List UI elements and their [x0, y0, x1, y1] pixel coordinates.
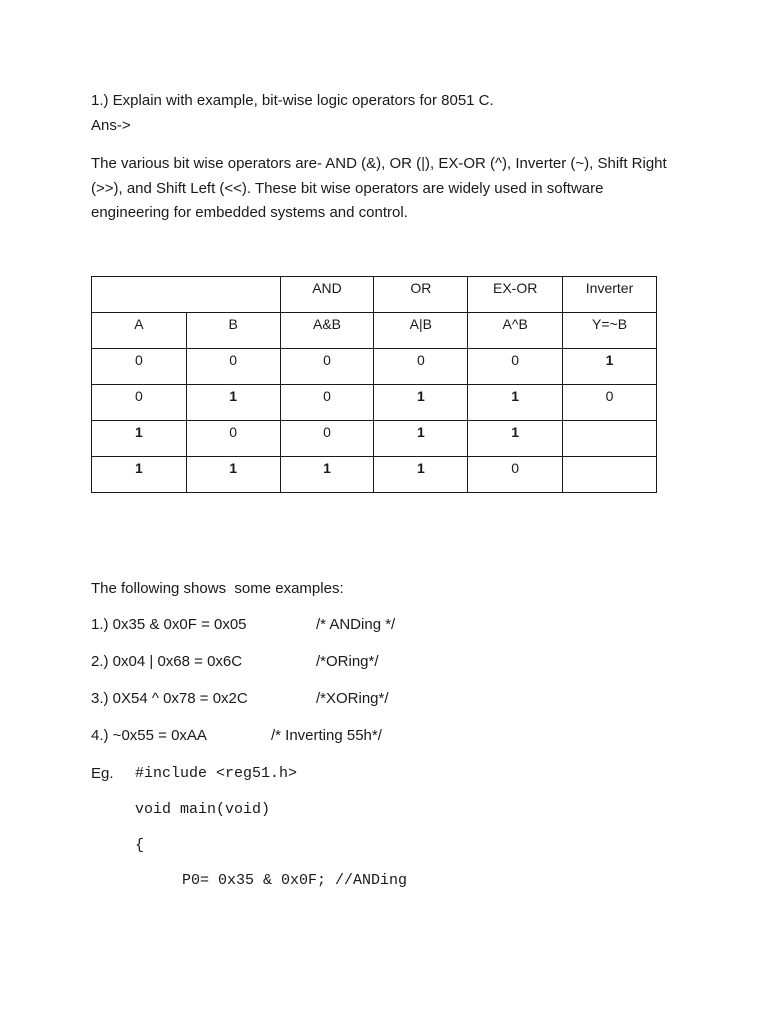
example-number: 2.) [91, 653, 109, 670]
table-cell: 0 [186, 421, 280, 457]
table-row [92, 385, 657, 421]
table-cell: 1 [92, 457, 187, 493]
example-expression: ~0x55 = 0xAA [108, 727, 207, 744]
table-cell: 1 [186, 457, 280, 493]
code-line: #include <reg51.h> [135, 765, 298, 782]
table-cell: 0 [280, 385, 374, 421]
example-comment: /* Inverting 55h*/ [271, 727, 382, 744]
table-cell: 0 [468, 349, 563, 385]
example-line [91, 653, 242, 670]
table-cell: 0 [280, 421, 374, 457]
example-number: 3.) [91, 690, 109, 707]
table-cell: 0 [280, 349, 374, 385]
table-cell: Y=~B [563, 313, 657, 349]
table-cell: 0 [468, 457, 563, 493]
example-expression: 0X54 ^ 0x78 = 0x2C [108, 690, 248, 707]
intro-paragraph: The various bit wise operators are- AND (&), OR (|), EX-OR (^), Inverter (~), Shift Right (>>), and Shift Left (<<). These bit wise operators are widely used in software engineering for embedded systems and control. [91, 155, 667, 221]
example-expression: 0x35 & 0x0F = 0x05 [108, 616, 247, 633]
table-cell: A [92, 313, 187, 349]
table-row [92, 349, 657, 385]
table-header-row [92, 277, 657, 313]
table-cell: 0 [374, 349, 468, 385]
eg-label: Eg. [91, 765, 114, 782]
table-cell [563, 457, 657, 493]
table-row [92, 457, 657, 493]
example-line [91, 727, 207, 744]
example-number: 4.) [91, 727, 109, 744]
table-cell: 1 [468, 421, 563, 457]
table-cell: 0 [186, 349, 280, 385]
examples-heading: The following shows some examples: [91, 580, 344, 597]
code-line: void main(void) [135, 801, 271, 818]
table-cell: 1 [186, 385, 280, 421]
table-subheader-row [92, 313, 657, 349]
example-expression: 0x04 | 0x68 = 0x6C [108, 653, 243, 670]
example-number: 1.) [91, 616, 109, 633]
answer-label: Ans-> [91, 117, 131, 134]
table-cell: 0 [92, 385, 187, 421]
table-cell: A|B [374, 313, 468, 349]
table-cell: EX-OR [468, 277, 563, 313]
truth-table [91, 276, 657, 493]
example-comment: /*XORing*/ [316, 690, 389, 707]
code-line: P0= 0x35 & 0x0F; //ANDing [182, 872, 408, 889]
example-comment: /*ORing*/ [316, 653, 379, 670]
table-cell: 1 [374, 385, 468, 421]
table-cell: 1 [92, 421, 187, 457]
table-cell: 1 [468, 385, 563, 421]
example-line [91, 690, 248, 707]
table-cell: B [186, 313, 280, 349]
table-cell: A&B [280, 313, 374, 349]
table-cell: Inverter [563, 277, 657, 313]
table-row [92, 421, 657, 457]
table-cell: OR [374, 277, 468, 313]
table-cell: 0 [92, 349, 187, 385]
table-cell [563, 421, 657, 457]
table-cell: AND [280, 277, 374, 313]
table-cell: 1 [374, 457, 468, 493]
table-cell: 1 [280, 457, 374, 493]
table-cell: A^B [468, 313, 563, 349]
table-cell: 1 [374, 421, 468, 457]
question-text: 1.) Explain with example, bit-wise logic operators for 8051 C. [91, 92, 494, 109]
table-cell: 0 [563, 385, 657, 421]
example-line [91, 616, 247, 633]
code-line: { [135, 837, 145, 854]
table-cell: 1 [563, 349, 657, 385]
example-comment: /* ANDing */ [316, 616, 396, 633]
table-cell [92, 277, 281, 313]
